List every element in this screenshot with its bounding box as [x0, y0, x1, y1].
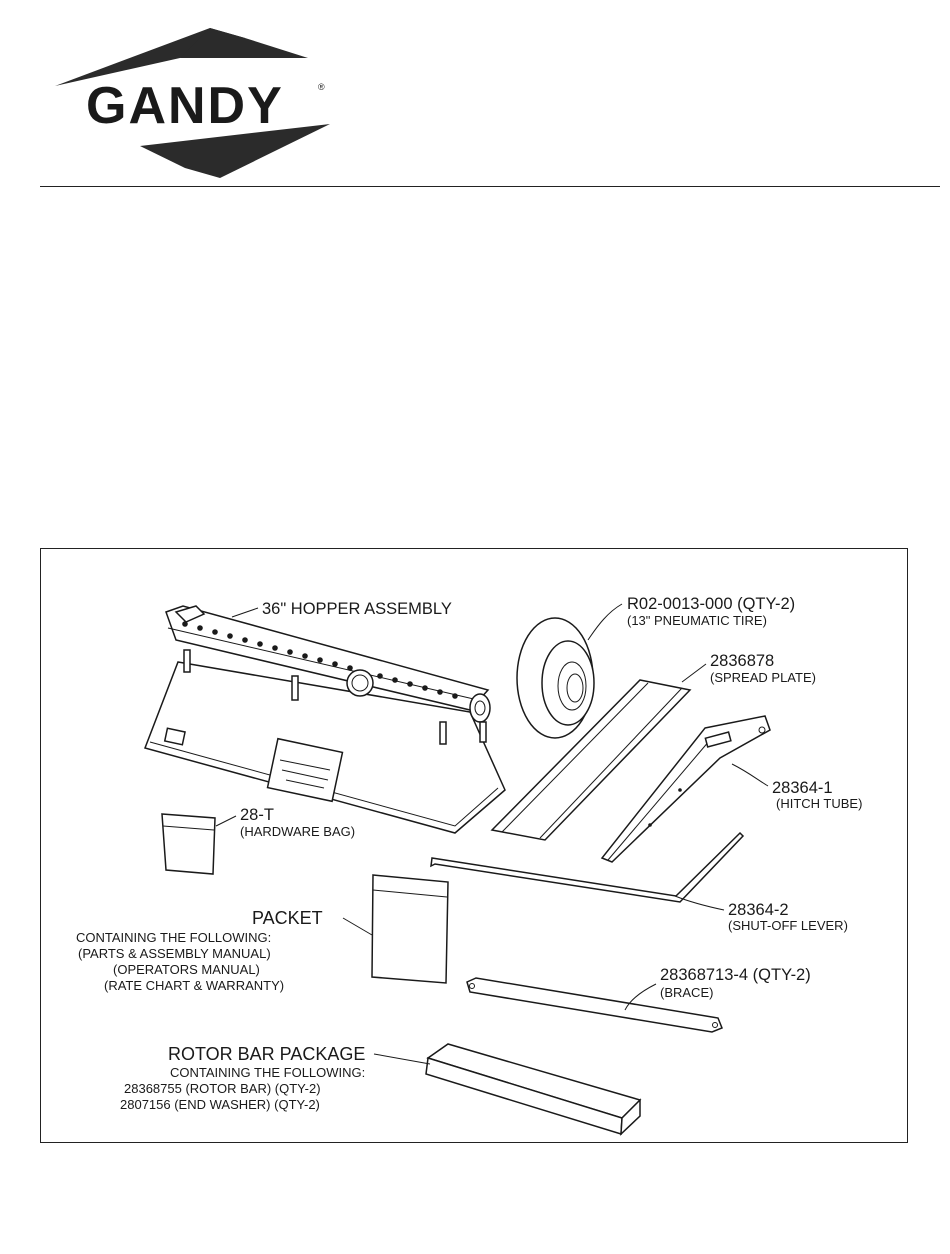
packet-line-4: (RATE CHART & WARRANTY): [104, 978, 285, 993]
hardware-bag-description: (HARDWARE BAG): [240, 824, 356, 839]
brace-description: (BRACE): [660, 985, 714, 1000]
brace-part-number: 28368713-4 (QTY-2): [660, 966, 811, 984]
shutoff-lever-part-number: 28364-2: [728, 901, 789, 919]
shutoff-lever-description: (SHUT-OFF LEVER): [728, 918, 848, 933]
hitch-tube-description: (HITCH TUBE): [776, 796, 863, 811]
hopper-assembly-drawing: [145, 606, 505, 833]
packet-title: PACKET: [252, 908, 323, 928]
rotor-bar-package-line-3: 2807156 (END WASHER) (QTY-2): [120, 1097, 320, 1112]
pneumatic-tire-drawing: [517, 618, 594, 738]
tire-part-number: R02-0013-000 (QTY-2): [627, 595, 796, 613]
hitch-tube-part-number: 28364-1: [772, 779, 833, 797]
logo-wordmark: GANDY: [86, 77, 284, 135]
rotor-bar-package-line-2: 28368755 (ROTOR BAR) (QTY-2): [124, 1081, 321, 1096]
packet-drawing: [372, 875, 448, 983]
rotor-bar-package-drawing: [426, 1044, 640, 1134]
spread-plate-description: (SPREAD PLATE): [710, 670, 816, 685]
packet-line-1: CONTAINING THE FOLLOWING:: [76, 930, 272, 945]
packet-line-2: (PARTS & ASSEMBLY MANUAL): [78, 946, 271, 961]
rotor-bar-package-title: ROTOR BAR PACKAGE: [168, 1044, 366, 1064]
hopper-label: 36" HOPPER ASSEMBLY: [262, 600, 452, 618]
hardware-bag-part-number: 28-T: [240, 806, 274, 824]
spread-plate-part-number: 2836878: [710, 652, 775, 670]
rotor-bar-package-line-1: CONTAINING THE FOLLOWING:: [170, 1065, 366, 1080]
hardware-bag-drawing: [162, 814, 215, 874]
tire-description: (13" PNEUMATIC TIRE): [627, 613, 767, 628]
packet-line-3: (OPERATORS MANUAL): [113, 962, 260, 977]
registered-mark: ®: [318, 82, 325, 92]
shutoff-lever-drawing: [431, 833, 743, 902]
